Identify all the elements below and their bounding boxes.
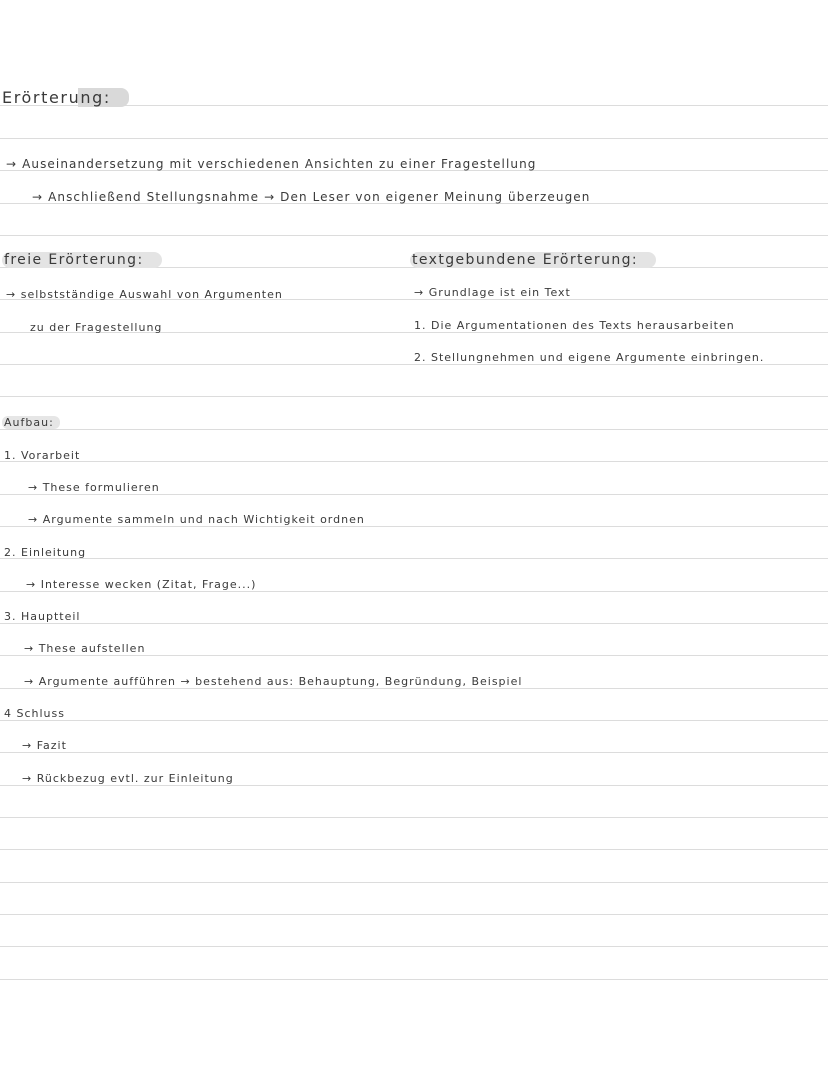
ruled-line — [0, 235, 828, 236]
ruled-line — [0, 429, 828, 430]
ruled-line — [0, 849, 828, 850]
ruled-line — [0, 623, 828, 624]
freie-line-1: → selbstständige Auswahl von Argumenten — [6, 288, 283, 301]
aufbau-item: 3. Hauptteil — [4, 610, 81, 623]
textgebunden-line-1: → Grundlage ist ein Text — [414, 286, 571, 299]
aufbau-item: 4 Schluss — [4, 707, 65, 720]
intro-line-2: → Anschließend Stellungsnahme → Den Leser von eigener Meinung überzeugen — [32, 190, 591, 204]
freie-heading: freie Erörterung: — [2, 252, 162, 268]
textgebunden-line-2: 1. Die Argumentationen des Texts herausarbeiten — [414, 319, 735, 332]
ruled-line — [0, 396, 828, 397]
ruled-line — [0, 946, 828, 947]
aufbau-item: → Argumente sammeln und nach Wichtigkeit ordnen — [28, 513, 365, 526]
ruled-line — [0, 461, 828, 462]
aufbau-item: → Argumente aufführen → bestehend aus: Behauptung, Begründung, Beispiel — [24, 675, 523, 688]
aufbau-item: → Rückbezug evtl. zur Einleitung — [22, 772, 234, 785]
aufbau-item: → Interesse wecken (Zitat, Frage...) — [26, 578, 257, 591]
aufbau-item: → Fazit — [22, 739, 67, 752]
ruled-line — [0, 720, 828, 721]
freie-line-2: zu der Fragestellung — [30, 321, 163, 334]
page-title: Erörterung: — [2, 88, 129, 107]
ruled-line — [0, 558, 828, 559]
aufbau-item: 1. Vorarbeit — [4, 449, 81, 462]
textgebunden-line-3: 2. Stellungnehmen und eigene Argumente einbringen. — [414, 351, 765, 364]
aufbau-item: → These formulieren — [28, 481, 160, 494]
textgebunden-heading: textgebundene Erörterung: — [410, 252, 656, 268]
aufbau-item: 2. Einleitung — [4, 546, 87, 559]
intro-line-1: → Auseinandersetzung mit verschiedenen Ansichten zu einer Fragestellung — [6, 157, 537, 171]
ruled-line — [0, 882, 828, 883]
aufbau-heading: Aufbau: — [2, 416, 60, 429]
ruled-line — [0, 752, 828, 753]
ruled-line — [0, 914, 828, 915]
ruled-line — [0, 817, 828, 818]
ruled-line — [0, 979, 828, 980]
aufbau-item: → These aufstellen — [24, 642, 146, 655]
ruled-line — [0, 138, 828, 139]
